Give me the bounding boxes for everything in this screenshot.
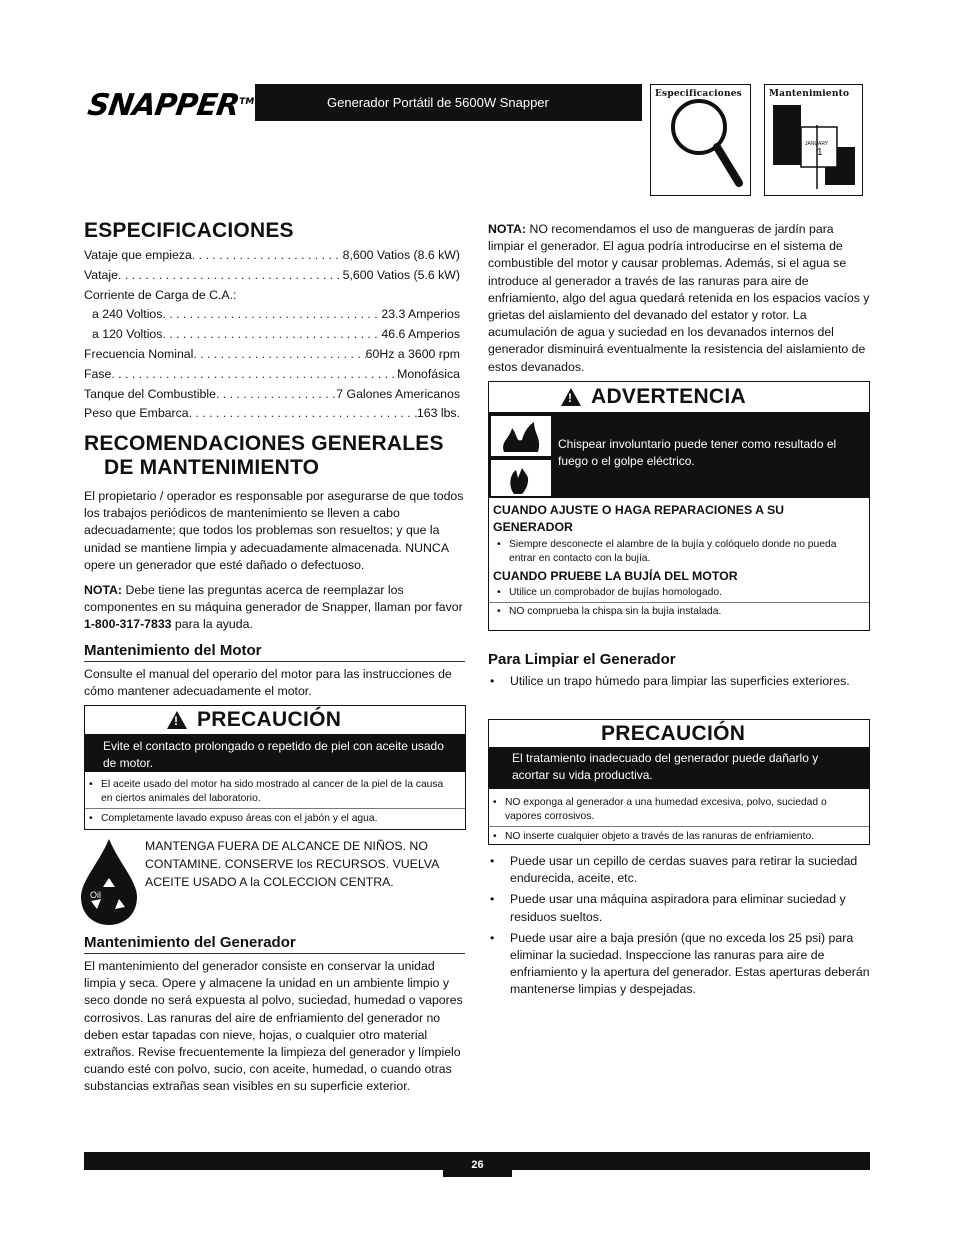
specifications-section — [84, 219, 460, 424]
warning-box — [488, 381, 870, 631]
caution-bullet: • NO exponga al generador a una humedad excesiva, polvo, suciedad o vapores corrosivos. — [489, 796, 869, 823]
calendar-month: JANUARY — [805, 141, 829, 147]
spec-row: Tanque del Combustible . . . 7 Galones Americanos — [84, 385, 460, 405]
garden-hose-note: NOTA: NO recomendamos el uso de mangueras de jardín para limpiar el generador. El agua podría introducirse en el sistema de combustible del motor y causar problemas. Además, si el agua se introduce al generador a través de las ranuras para aire de enfriamiento, algo del agua quedará retenida en los espacios vacíos y grietas del aislamiento del devanado del estator y rotor. La acumulación de agua y suciedad en los devanados internos del generador disminuirá eventualmente la resistencia del aislamiento de estos devanados. — [488, 222, 870, 374]
caution-text: Evite el contacto prolongado o repetido de piel con aceite usado de motor. — [85, 734, 465, 772]
document-title: Generador Portátil de 5600W Snapper — [327, 95, 549, 110]
recommendations-note: NOTA: Debe tiene las preguntas acerca de reemplazar los componentes en su máquina generador de Snapper, llaman por favor 1-800-317-7833 para la ayuda. — [84, 583, 463, 632]
warning-triangle-icon — [561, 388, 581, 406]
recommendations-title: RECOMENDACIONES GENERALES DE MANTENIMIENTO — [84, 432, 444, 479]
motor-maintenance-title: Mantenimiento del Motor — [84, 642, 465, 662]
generator-caution-box — [488, 719, 870, 845]
motor-maintenance-section — [84, 642, 465, 700]
warning-dark-panel — [489, 412, 869, 498]
warning-text: Chispear involuntario puede tener como resultado el fuego o el golpe eléctrico. — [558, 437, 837, 468]
spec-row: Vataje que empieza . . . 8,600 Vatios (8.6 kW) — [84, 246, 460, 266]
fire-shock-icons — [490, 414, 552, 496]
oil-label: Oil — [90, 890, 101, 900]
cleaning-bullet: • Puede usar un cepillo de cerdas suaves para retirar la suciedad endurecida, aceite, etc. — [488, 853, 870, 887]
spec-row: Peso que Embarca . . . 163 lbs. — [84, 404, 460, 424]
spec-row: Frecuencia Nominal . . . 60Hz a 3600 rpm — [84, 345, 460, 365]
cleaning-bullet: • Utilice un trapo húmedo para limpiar las superficies exteriores. — [488, 673, 870, 690]
calendar-day: 1 — [817, 147, 823, 158]
cleaning-section — [488, 651, 870, 690]
warning-header: ! ADVERTENCIA — [489, 382, 869, 412]
specifications-title: ESPECIFICACIONES — [84, 219, 294, 242]
maintenance-icon — [764, 84, 863, 196]
warning-bullet: • Siempre desconecte el alambre de la bujía y colóquelo donde no pueda entrar en contacto con la bujía. — [493, 538, 865, 565]
warning-bullet: • NO comprueba la chispa sin la bujía instalada. — [493, 605, 865, 619]
warning-bullet: • Utilice un comprobador de bujías homologado. — [493, 586, 865, 600]
brand-logo — [86, 88, 257, 123]
spec-row: Fase . . . Monofásica — [84, 365, 460, 385]
cleaning-bullet: • Puede usar aire a baja presión (que no exceda los 25 psi) para eliminar la suciedad. Inspeccione las ranuras para aire de enfriamiento y la apertura del generador. Estas aperturas deberán mantenerse limpias y despejadas. — [488, 930, 870, 999]
caution-text: El tratamiento inadecuado del generador puede dañarlo y acortar su vida productiva. — [489, 747, 869, 789]
trademark: TM — [238, 97, 255, 107]
warning-subheading: CUANDO PRUEBE LA BUJÍA DEL MOTOR — [493, 569, 738, 583]
caution-header: PRECAUCIÓN — [601, 721, 746, 745]
oil-recycling-notice: MANTENGA FUERA DE ALCANCE DE NIÑOS. NO CONTAMINE. CONSERVE los RECURSOS. VUELVA ACEITE USADO A la COLECCION CENTRA. — [145, 839, 439, 889]
spec-row: Vataje . . . 5,600 Vatios (5.6 kW) — [84, 266, 460, 286]
recommendations-section — [84, 432, 466, 634]
warning-subheading: CUANDO AJUSTE O HAGA REPARACIONES A SU GENERADOR — [493, 503, 785, 534]
caution-header: ! PRECAUCIÓN — [85, 706, 465, 734]
warning-triangle-icon — [167, 711, 187, 729]
motor-maintenance-paragraph: Consulte el manual del operario del motor para las instrucciones de cómo mantener adecuadamente el motor. — [84, 667, 452, 699]
warning-instructions — [493, 502, 865, 618]
generator-maintenance-section — [84, 934, 465, 1096]
caution-bullet: • Completamente lavado expuso áreas con el jabón y el agua. — [85, 812, 465, 826]
caution-bullet: • NO inserte cualquier objeto a través de las ranuras de enfriamiento. — [489, 830, 869, 844]
cleaning-bullet: • Puede usar una máquina aspiradora para eliminar suciedad y residuos sueltos. — [488, 891, 870, 925]
header-title-bar — [255, 84, 642, 121]
cleaning-tips — [488, 853, 870, 999]
spec-row: a 120 Voltios . . . 46.6 Amperios — [84, 325, 460, 345]
generator-maintenance-paragraph: El mantenimiento del generador consiste en conservar la unidad limpia y seca. Opere y almacene la unidad en un ambiente limpio y seco donde no será expuesta al polvo, suciedad, humedad o vapores corrosivos. Las ranuras del aire de enfriamiento del generador no deben estar tapadas con nieve, hojas, o cualquier otro material extraños. Revise frecuentemente la limpieza del generador y límpielo cuando esté con polvo, sucio, con aceite, humedad, o cuando otras substancias extrañas sean visibles en su superficie exterior. — [84, 959, 463, 1094]
spec-row: Corriente de Carga de C.A.: — [84, 287, 237, 302]
specifications-icon — [650, 84, 751, 196]
motor-caution-box — [84, 705, 466, 830]
oil-drop-recycle-icon — [77, 837, 141, 927]
spec-row: a 240 Voltios . . . 23.3 Amperios — [84, 305, 460, 325]
recommendations-paragraph: El propietario / operador es responsable por asegurarse de que todos los trabajos periódicos de mantenimiento se lleven a cabo adecuadamente; que todos los problemas son resueltos; y que la unidad se mantiene limpia y adecuadamente almacenada. NUNCA opere un generador que esté dañado o defectuoso. — [84, 489, 464, 572]
phone-number: 1-800-317-7833 — [84, 617, 172, 632]
caution-bullet: • El aceite usado del motor ha sido mostrado al cancer de la piel de la causa en ciertos animales del laboratorio. — [85, 778, 465, 805]
specifications-icon-label: Especificaciones — [655, 89, 742, 99]
maintenance-icon-label: Mantenimiento — [769, 89, 850, 99]
brand-name: SNAPPER — [85, 88, 241, 123]
cleaning-title: Para Limpiar el Generador — [488, 651, 676, 668]
page-number: 26 — [443, 1152, 512, 1177]
calendar-wrench-icon — [765, 85, 861, 194]
specs-table — [84, 246, 460, 424]
magnifier-icon — [651, 85, 749, 194]
generator-maintenance-title: Mantenimiento del Generador — [84, 934, 465, 954]
